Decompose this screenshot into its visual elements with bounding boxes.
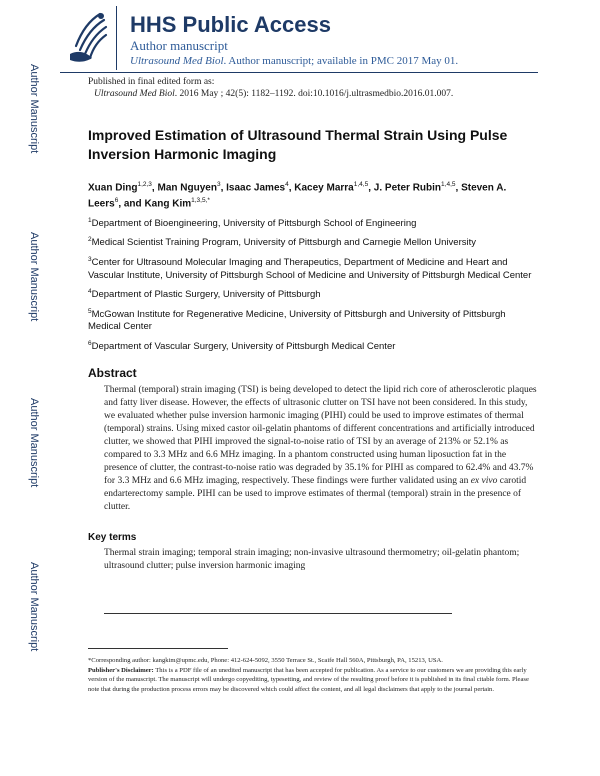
corresponding-author-note: *Corresponding author: kangkim@upmc.edu, Phone: 412-624-5092, 3550 Terrace St., Scaife Hall 560A, Pittsburgh, PA, 15213, USA.: [88, 657, 443, 664]
author-separator: ,: [368, 182, 374, 194]
author: Isaac James: [226, 182, 286, 194]
affiliation: [88, 338, 540, 354]
author: Man Nguyen: [157, 182, 217, 194]
author-affiliation-ref: 4: [285, 181, 289, 188]
sidebar-label: Author Manuscript: [28, 398, 40, 488]
affiliation: [88, 215, 540, 231]
abstract-body: [88, 384, 540, 514]
publisher-disclaimer: [88, 666, 540, 695]
affiliation-number: 6: [88, 339, 92, 347]
header-subtitle: Author manuscript: [130, 38, 228, 53]
abstract-heading: Abstract: [88, 365, 137, 380]
affiliation-number: 3: [88, 255, 92, 263]
affiliation: [88, 234, 540, 250]
author-separator: , and: [118, 198, 145, 210]
sidebar-label: Author Manuscript: [28, 64, 40, 154]
article-content: [88, 126, 540, 573]
header-citation: [130, 54, 458, 69]
affiliation-text: Department of Vascular Surgery, University of Pittsburgh Medical Center: [91, 341, 396, 353]
affiliation-text: Medical Scientist Training Program, University of Pittsburgh and Carnegie Mellon University: [91, 237, 477, 249]
author: Steven A. Leers: [88, 182, 507, 210]
header-journal: Ultrasound Med Biol: [130, 55, 224, 67]
sidebar-label: Author Manuscript: [28, 562, 40, 652]
affiliation-number: 2: [88, 236, 92, 244]
keywords-heading: Key terms: [88, 531, 137, 543]
abstract-text: Thermal (temporal) strain imaging (TSI) is being developed to detect the lipid rich core of atherosclerotic plaques and fatty liver disease. However, the effects of ultrasonic clutter on TSI have not been considered. In this study, we evaluated whether pulse inversion harmonic imaging (PIHI) could be used to improve estimates of thermal (temporal) strains. Using mixed castor oil-gelatin phantoms of different concentrations and artificially introduced clutter, we showed that PIHI improved the signal-to-noise ratio of TSI by an average of 213% or 52.1% as compared to 3.3 MHz and 6.6 MHz imaging. In a phantom constructed using human liposuction fat in the presence of clutter, the contrast-to-noise ratio was degraded by 35.1% for PIHI as compared to 62.4% and 43.7% for 3.3 MHz and 6.6 MHz imaging, respectively. These findings were further validated using an: [104, 384, 537, 486]
header-divider: [60, 72, 538, 73]
author-affiliation-ref: 1,2,3: [137, 181, 152, 188]
affiliation: [88, 286, 540, 302]
affiliation: [88, 306, 540, 334]
author: Kacey Marra: [294, 182, 354, 194]
author-separator: ,: [288, 182, 295, 194]
author: Kang Kim: [144, 198, 192, 210]
publication-intro: Published in final edited form as:: [88, 77, 215, 87]
author-affiliation-ref: 1,4,5: [353, 181, 369, 188]
affiliation-number: 4: [88, 288, 92, 296]
affiliation-number: 1: [88, 216, 92, 224]
publication-info: [88, 76, 538, 100]
author: Xuan Ding: [88, 182, 138, 194]
affiliation-number: 5: [88, 307, 92, 315]
affiliation-text: Center for Ultrasound Molecular Imaging and Therapeutics, Department of Medicine and Heart and Vascular Institute, University of Pittsburgh School of Medicine and University of Pittsburgh Medical Center: [88, 257, 532, 281]
hhs-eagle-icon: [60, 6, 116, 70]
disclaimer-text: This is a PDF file of an unedited manuscript that has been accepted for publication. As a service to our customers we are providing this early version of the manuscript. The manuscript will undergo copyediting, typesetting, and review of the resulting proof before it is published in its final citable form. Please note that during the production process errors may be discovered which could affect the content, and all legal disclaimers that apply to the journal pertain.: [88, 666, 529, 693]
header-availability: . Author manuscript; available in PMC 2017 May 01.: [223, 55, 459, 67]
header-title: HHS Public Access: [130, 12, 331, 37]
keywords-divider: [104, 613, 452, 614]
publication-journal: Ultrasound Med Biol: [94, 89, 175, 99]
header: [130, 12, 458, 69]
author-separator: ,: [151, 182, 158, 194]
author-affiliation-ref: 3: [216, 181, 221, 188]
footnotes: [88, 656, 540, 694]
author-separator: ,: [455, 182, 462, 194]
author-affiliation-ref: 1,3,5,*: [191, 197, 210, 205]
article-title: Improved Estimation of Ultrasound Thermal Strain Using Pulse Inversion Harmonic Imaging: [88, 127, 508, 162]
affiliation-text: McGowan Institute for Regenerative Medicine, University of Pittsburgh and University of Pittsburgh Medical Center: [88, 308, 506, 333]
abstract-text: carotid endarterectomy sample. PIHI can be used to improve estimates of thermal (temporal) strain in the presence of clutter.: [104, 475, 527, 512]
sidebar-label: Author Manuscript: [28, 232, 40, 322]
abstract-italic-text: ex vivo: [470, 475, 498, 486]
author: J. Peter Rubin: [373, 182, 442, 194]
author-affiliation-ref: 1,4,5: [441, 181, 456, 188]
affiliation-text: Department of Plastic Surgery, University of Pittsburgh: [91, 289, 321, 301]
disclaimer-label: Publisher's Disclaimer:: [88, 666, 154, 674]
author-affiliation-ref: 6: [114, 197, 119, 205]
publication-citation: [88, 88, 538, 100]
affiliation: [88, 254, 540, 282]
publication-details: . 2016 May ; 42(5): 1182–1192. doi:10.1016/j.ultrasmedbio.2016.01.007.: [174, 89, 454, 99]
footnote-divider: [88, 648, 228, 649]
hhs-logo: [60, 6, 117, 70]
affiliation-text: Department of Bioengineering, University of Pittsburgh School of Engineering: [91, 217, 417, 229]
keywords-body: Thermal strain imaging; temporal strain imaging; non-invasive ultrasound thermometry; oil-gelatin phantom; ultrasound clutter; pulse inversion harmonic imaging: [104, 547, 520, 571]
author-list: [88, 178, 540, 211]
author-separator: ,: [220, 182, 227, 194]
